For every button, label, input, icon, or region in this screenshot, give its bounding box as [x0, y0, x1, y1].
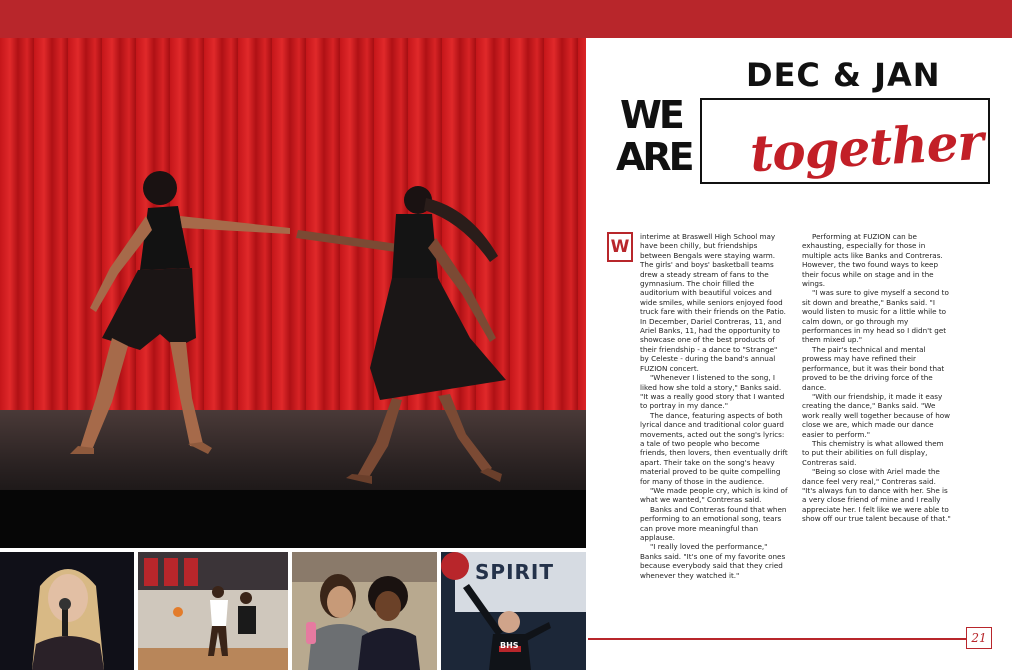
dancer-left — [70, 171, 290, 454]
paragraph: "I really loved the performance," Banks said. "It's one of my favorite ones because everybody said that they cried whenever they watched it." — [640, 542, 786, 580]
story-column-1 — [640, 232, 788, 580]
paragraph: interime at Braswell High School may have been chilly, but friendships between Bengals were staying warm. The girls' and boys' basketball teams drew a steady stream of fans to the gymnasium. The choir filled the auditorium with beautiful voices and wide smiles, while seniors enjoyed food truck fare with their friends on the Patio. In December, Dariel Contreras, 11, and Ariel Banks, 11, had the opportunity to showcase one of the best products of their friendship - a dance to "Strange" by Celeste - during the band's annual FUZION concert. — [640, 232, 786, 373]
headline-we: WE — [620, 93, 682, 137]
photo-friends — [292, 552, 437, 670]
paragraph: "Whenever I listened to the song, I liked how she told a story," Banks said. "It was a really good story that I wanted to portray in my dance." — [640, 373, 785, 411]
paragraph: Banks and Contreras found that when performing to an emotional song, tears can prove more meaningful than applause. — [640, 504, 787, 542]
uniform-letters: BHS — [500, 641, 519, 650]
headline-are: ARE — [616, 135, 692, 179]
photo-basketball — [138, 552, 288, 670]
spirit-banner-text: SPIRIT — [475, 560, 554, 584]
footer-rule — [588, 638, 966, 640]
paragraph: "I was sure to give myself a second to sit down and breathe," Banks said. "I would listen to music for a little while to calm down, or go through my performances in my head so I didn't get them mixed up." — [802, 288, 949, 345]
dancer-right — [296, 186, 506, 484]
hero-photo-dancers — [0, 38, 586, 548]
paragraph: The pair's technical and mental prowess may have refined their performance, but it was their bond that proved to be the driving force of the dance. — [802, 344, 945, 392]
photo-singer — [0, 552, 134, 670]
paragraph: "With our friendship, it made it easy creating the dance," Banks said. "We work really well together because of how close we are, which made our dance easier to perform." — [802, 391, 951, 439]
thumbnail-strip — [0, 552, 586, 670]
headline-script-together: together — [748, 111, 985, 184]
paragraph: This chemistry is what allowed them to put their abilities on full display, Contreras said. — [802, 438, 944, 467]
paragraph: "We made people cry, which is kind of what we wanted," Contreras said. — [640, 485, 788, 505]
story-column-2 — [802, 232, 952, 524]
page-title-dates: DEC & JAN — [746, 56, 941, 94]
paragraph: "Being so close with Ariel made the dance feel very real," Contreras said. "It's always fun to dance with her. She is a very close friend of mine and I really appreciate her. I felt like we were able to show off our true talent because of that." — [802, 467, 951, 524]
photo-cheerleader — [441, 552, 586, 670]
dancers-illustration — [0, 38, 586, 548]
paragraph: Performing at FUZION can be exhausting, especially for those in multiple acts like Banks and Contreras. However, the two found ways to keep their focus while on stage and in the wings. — [802, 232, 943, 289]
page-number: 21 — [966, 627, 992, 649]
paragraph: The dance, featuring aspects of both lyrical dance and traditional color guard movements, acted out the song's lyrics: a tale of two people who become friends, then lovers, then eventually drift apart. Their take on the song's heavy material proved to be quite compelling for many of those in the audience. — [640, 410, 788, 486]
drop-cap: W — [607, 232, 633, 262]
top-color-band — [0, 0, 1012, 38]
